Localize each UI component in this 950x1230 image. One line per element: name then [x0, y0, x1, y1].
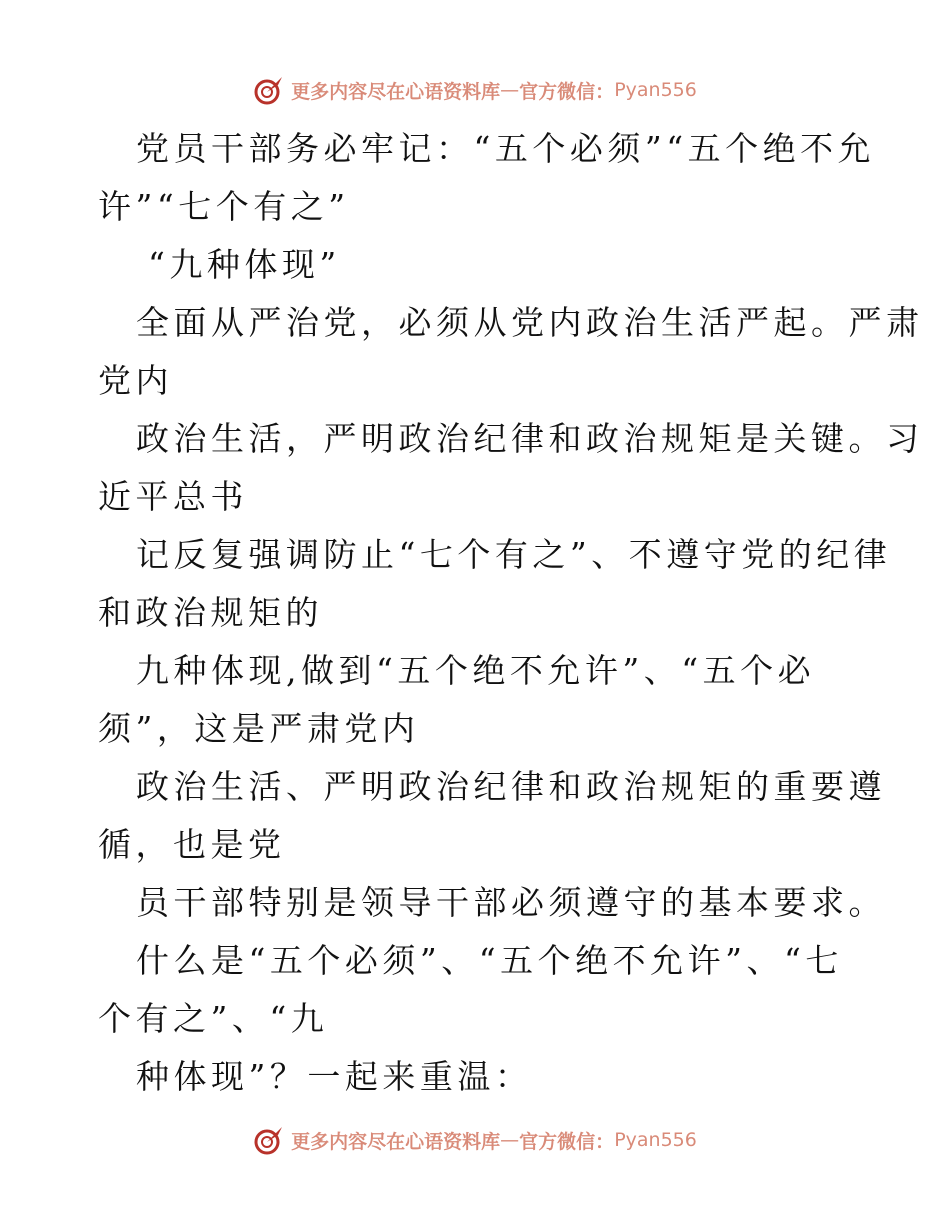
watermark-dash: —: [500, 79, 520, 101]
text-line: 记反复强调防止“七个有之”、不遵守党的纪律: [136, 535, 892, 574]
text-line: 全面从严治党，必须从党内政治生活严起。严肃: [136, 303, 924, 342]
text-line: 政治生活、严明政治纪律和政治规矩的重要遵: [136, 767, 886, 806]
header-watermark: [0, 70, 950, 110]
text-line: 九种体现,做到“五个绝不允许”、“五个必: [136, 651, 816, 690]
text-line: 种体现”？一起来重温：: [136, 1057, 533, 1096]
footer-watermark: [0, 1120, 950, 1160]
text-line: 什么是“五个必须”、“五个绝不允许”、“七: [136, 941, 843, 980]
watermark-label: 官方微信：: [519, 80, 615, 103]
text-line: 个有之”、“九: [98, 999, 329, 1038]
watermark-handle: Pyan556: [614, 1129, 697, 1151]
text-line: 须”，这是严肃党内: [98, 709, 420, 748]
text-line: 政治生活，严明政治纪律和政治规矩是关键。习: [136, 419, 924, 458]
watermark-label: 官方微信：: [519, 1130, 615, 1153]
quill-logo-icon: [253, 74, 285, 106]
text-line: “九种体现”: [148, 245, 341, 284]
watermark-handle: Pyan556: [614, 79, 697, 101]
text-line: 党内: [98, 361, 173, 400]
watermark-main-text: 更多内容尽在心语资料库: [291, 80, 501, 103]
quill-logo-icon: [253, 1124, 285, 1156]
text-line: 循，也是党: [98, 825, 286, 864]
text-line: 许”“七个有之”: [98, 187, 350, 226]
watermark-dash: —: [500, 1129, 520, 1151]
text-line: 党员干部务必牢记：“五个必须”“五个绝不允: [136, 129, 876, 168]
watermark-main-text: 更多内容尽在心语资料库: [291, 1130, 501, 1153]
text-line: 近平总书: [98, 477, 248, 516]
text-line: 员干部特别是领导干部必须遵守的基本要求。: [136, 883, 886, 922]
text-line: 和政治规矩的: [98, 593, 323, 632]
